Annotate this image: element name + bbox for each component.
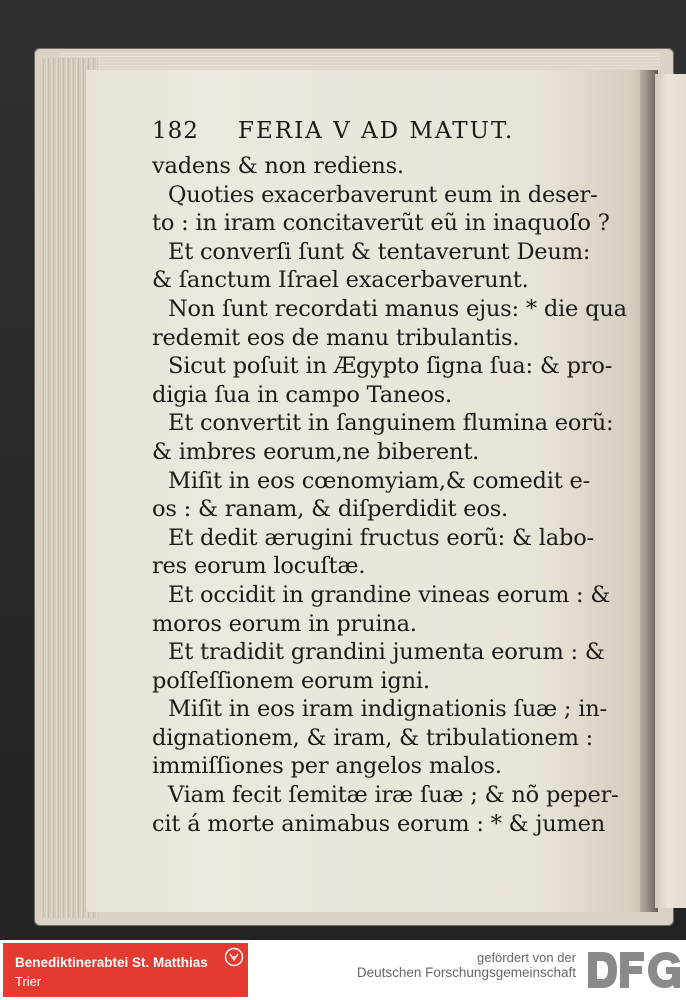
page-top-edges (60, 52, 660, 72)
funding-line-1: gefördert von der (476, 950, 576, 965)
text-line: Et dedit ærugini fructus eorũ: & labo- (168, 524, 594, 551)
text-line: vadens & non rediens. (152, 153, 404, 179)
text-line: Quoties exacerbaverunt eum in deser- (168, 181, 598, 208)
page-number: 182 (152, 118, 199, 144)
footer-bar (0, 940, 686, 1000)
funding-notice (357, 950, 576, 980)
institution-banner[interactable] (3, 943, 248, 997)
running-head: FERIA V AD MATUT. (238, 118, 515, 144)
text-line: Sicut poſuit in Ægypto ſigna ſua: & pro- (168, 353, 613, 380)
text-line: immiſſiones per angelos malos. (152, 753, 502, 780)
page-header (152, 118, 632, 152)
text-line: Viam fecit ſemitæ iræ ſuæ ; & nõ peper- (168, 782, 619, 809)
institution-city: Trier (15, 974, 42, 989)
text-line: res eorum locuſtæ. (152, 553, 366, 580)
text-line: Et converſi ſunt & tentaverunt Deum: (168, 238, 591, 265)
text-line: & ſanctum Iſrael exacerbaverunt. (152, 267, 529, 294)
text-line: Et occidit in grandine vineas eorum : & (168, 581, 611, 608)
institution-name: Benediktinerabtei St. Matthias (15, 955, 208, 970)
text-line: Et convertit in ſanguinem flumina eorũ: (168, 410, 614, 437)
text-line: os : & ranam, & diſperdidit eos. (152, 496, 509, 523)
text-line: moros eorum in pruina. (152, 610, 417, 637)
text-line: Et tradidit grandini jumenta eorum : & (168, 639, 605, 666)
verse-lines (152, 152, 632, 838)
text-line: to : in iram concitaverũt eũ in inaquoſo ? (152, 210, 610, 237)
dfg-logo[interactable] (586, 948, 682, 992)
text-line: digia ſua in campo Taneos. (152, 381, 452, 408)
text-line: poſſeſſionem eorum igni. (152, 667, 430, 694)
text-line: redemit eos de manu tribulantis. (152, 324, 520, 351)
funding-line-2: Deutschen Forschungsgemeinschaft (356, 965, 576, 980)
text-line: & imbres eorum,ne biberent. (152, 438, 480, 465)
text-line: Non ſunt recordati manus ejus: * die qua (168, 295, 627, 322)
text-line: cit á morte animabus eorum : * & jumen (152, 810, 606, 837)
abbey-seal-icon (224, 947, 244, 967)
text-line: dignationem, & iram, & tribulationem : (152, 724, 594, 751)
facing-page (655, 74, 686, 908)
text-line: Miſit in eos cœnomyiam,& comedit e- (168, 467, 591, 494)
text-line: Miſit in eos iram indignationis ſuæ ; in- (168, 696, 607, 723)
page-text (152, 118, 632, 838)
